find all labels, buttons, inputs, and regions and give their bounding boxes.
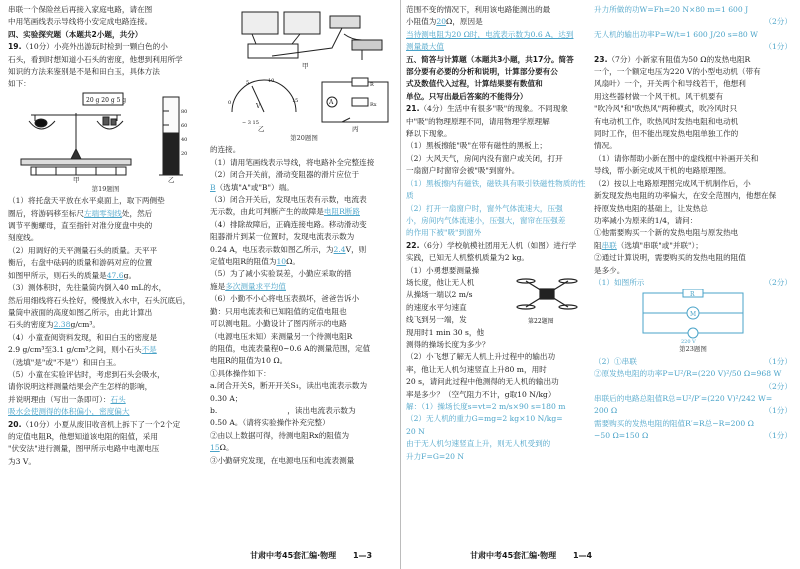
answer-blank: 2.38 [53, 320, 71, 330]
fig-label: R [690, 291, 695, 299]
fig-label-a: 甲 [72, 175, 79, 183]
answer-blank: 47.6 [106, 270, 124, 280]
solution-line: 小，房间内气体流速小，压强大，窗帘在压强差 [406, 215, 566, 225]
solution-line: （2）打开一扇窗户时，窗外气体流速大，压强 [406, 203, 563, 213]
solution-line: 20 N [406, 426, 425, 436]
fig-label: 220 V [681, 339, 696, 344]
solution-line: 解：（1）操场长度s=vt=2 m/s×90 s=180 m [406, 402, 566, 411]
question-19: 19.（10分）小亮外出游玩时检到一颗白色的小 [8, 42, 168, 52]
svg-text:Rx: Rx [369, 102, 377, 108]
figure-20 [212, 4, 397, 132]
answer-blank: 吸水会使测得的体积偏小，密度偏大 [8, 407, 130, 417]
page-footer: 甘肃中考45套汇编·物理 1—4 [470, 551, 593, 560]
answer-blank: 串联 [601, 240, 617, 250]
solution-line: 升力所做的功W=Fh=20 N×80 m=1 600 J [594, 5, 749, 14]
svg-text:80: 80 [180, 108, 187, 115]
figure-caption: 第23题图 [679, 345, 707, 354]
fig-label: M [690, 311, 697, 319]
answer-blank: 测量最大值 [406, 42, 444, 52]
answer-blank: 10 [276, 257, 287, 267]
svg-text:20: 20 [180, 150, 187, 157]
answer-blank: 电阻R断路 [323, 207, 360, 217]
answer-blank: 石头 [110, 394, 126, 404]
circuit-diagram [322, 78, 388, 122]
answer-blank: 15 [210, 443, 220, 453]
svg-text:20 g 20 g 5 g: 20 g 20 g 5 g [85, 96, 126, 104]
voltmeter-dial [228, 78, 298, 126]
intro-line: 中用笔画线表示导线将小安定成电路连接。 [8, 17, 153, 27]
page-divider [400, 0, 401, 569]
column-3: 范围不变的情况下，利用该电路能测出的最 小阻值为20Ω，原因是 当待测电阻为20 Ω时，电流表示数为0.6 A，达到 测量最大值 五、简答与计算题（本题共3小题，共17分。简答 部分要有必要的分析和说明，计算部分要有公 式及数值代入过程，计算结果要有数值和 单位。只写出最后答案的不能得分） 21.（4分）生活中有很多"吸"的现象。不同现象 中"吸"的物理原理不同，请用物理学原理解 释以下现象。 （1）黑板擦能"吸"在带有磁性的黑板上； （2）大风天气，房间内没有窗户或关闭，打开 一扇窗户时窗帘会被"吸"到窗外。 （1）黑板擦内有磁铁，磁铁具有吸引铁磁性物质的性质 （2）打开一扇窗户时，窗外气体流速大，压强 小，房间内气体流速小，压强大，窗帘在压强差 的作用下被"吸"到窗外 22.（6分）学校航模社团用无人机（如图）进行学 实践，已知无人机整机质量为2 kg。 （1）小勇想要测量操 场长度，他让无人机 从操场一端以2 m/s 的速度水平匀速直 线飞到另一端，发 现用时1 min 30 s，他 第22题图 测得的操场长度为多少？ （2）小飞想了解无人机上升过程中的输出功 率，他让无人机匀速竖直上升80 m，用时 20 s，请问此过程中他测得的无人机的输出功 率是多少？（空气阻力不计，g取10 N/kg） 解：（1）操场长度s=vt=2 m/s×90 s=180 m （2）无人机的重力G=mg=2 kg×10 N/kg= 20 N 由于无人机匀速竖直上升，则无人机受到的 升力F=G=20 N [406, 4, 588, 463]
section-heading: 四、实验探究题（本题共2小题，共分） [8, 29, 143, 39]
answer-blank: B [210, 182, 216, 192]
solution-line: （2）无人机的重力G=mg=2 kg×10 N/kg= [406, 414, 563, 424]
balance-scale [21, 93, 131, 175]
svg-text:10: 10 [267, 78, 274, 84]
question-20: 20.（10分）小夏从废旧收音机上拆下了一个2个定 [8, 419, 181, 429]
svg-text:40: 40 [180, 136, 187, 143]
solution-line: 由于无人机匀速竖直上升，则无人机受到的 [406, 439, 551, 449]
q22-block: （1）小勇想要测量操 场长度，他让无人机 从操场一端以2 m/s 的速度水平匀速直 线飞到另一端，发 现用时1 min 30 s，他 第22题图 [406, 265, 588, 339]
column-2: 甲 5 10 0 15 V − 3 15 A R Rx 乙 丙 第20题图 的连接。 （1）请用笔画线表示导线，将电路补全完整连接 （2）闭合开关前，滑动变阻器的滑片应位于 B（选填"A"或"B"）端。 （3）闭合开关后，发现电压表有示数，电流表 无示数，由此可判断产生的故障是电阻R断路 （4）排除故障后，正确连接电路。移动滑动变 阻器滑片到某一位置时，发现电流表示数为 0.24 A，电压表示数如图乙所示，为2.4V，则 定值电阻R的阻值为10Ω。 （5）为了减小实验误差，小勤应采取的措 施是多次测量求平均值 （6）小勤不小心将电压表损坏，爸爸告诉小 勤：只用电流表和已知阻值的定值电阻也 可以测电阻。小勤设计了图丙所示的电路 （电源电压未知）来测量另一个待测电阻R 的阻值，电流表量程0~0.6 A的测量范围，定值 电阻R的阻值为10 Ω。 ①具体操作如下： a.闭合开关S，断开开关S₁，读出电流表示数为 0.30 A； b. ，读出电流表示数为 0.50 A。（请将实验操作补充完整） ②由以上数据可得，待测电阻Rx的阻值为 15Ω。 ③小勤研究发现，在电源电压和电流表测量 [210, 4, 398, 467]
graduated-cylinder [159, 97, 187, 175]
solution-line: 升力F=G=20 N [406, 451, 464, 461]
page-footer: 甘肃中考45套汇编·物理 1—3 [250, 551, 373, 560]
drone-figure [510, 267, 584, 327]
column-4: 升力所做的功W=Fh=20 N×80 m=1 600 J （2分） 无人机的输出功率P=W/t=1 600 J/20 s=80 W （1分） 23.（7分）小新家有阻值为50 Ω的发热电阻R 一个，一个额定电压为220 V的小型电动机（带有 风扇叶）一个，开关两个和导线若干，他想利 用这些器材做一个风干机。风干机要有 "吹冷风"和"吹热风"两种模式，吹冷风时只 有电动机工作，吹热风时发热电阻和电动机 同时工作，但不能出现发热电阻单独工作的 情况。 （1）请你帮助小新在图中的虚线框中补画开关和 导线，帮小新完成风干机的电路原理图。 （2）按以上电路原理图完成风干机制作后，小 新发现发热电阻的功率偏大，在安全范围内，他想在保 持原发热电阻的基础上，让发热总 功率减小为原来的1/4，请问： ①他需要购买一个新的发热电阻与原发热电 阻串联（选填"串联"或"并联"）； ②通过计算说明，需要购买的发热电阻的阻值 是多少。 （1）如图所示 （2分） R M 220 V 第23题图 （2）①串联 （1分） ②原发热电阻的功率P=U²/R=(220 V)²/50 Ω=968 W （2分） 串联后的电路总阻值R总=U²/P′=(220 V)²/242 W= 200 Ω （1分） 需要购买的发热电阻的阻值R′=R总−R=200 Ω −50 Ω=150 Ω （1分） [594, 5, 792, 441]
answer-blank: 不是 [141, 345, 157, 355]
figure-caption: 第22题图 [528, 317, 554, 325]
answer-blank: 当待测电阻为20 Ω时，电流表示数为0.6 A，达到 [406, 29, 574, 39]
answer-blank: 左端零刻线 [83, 208, 122, 218]
svg-text:60: 60 [180, 122, 187, 129]
figure-23 [633, 289, 753, 343]
svg-text:15: 15 [291, 98, 298, 104]
svg-text:A: A [328, 99, 333, 106]
svg-text:0: 0 [227, 100, 231, 106]
figure-caption: 第20题图 [290, 134, 318, 142]
answer-blank: 多次测量求平均值 [225, 281, 286, 291]
svg-text:R: R [369, 82, 374, 88]
question-22: 22.（6分）学校航模社团用无人机（如图）进行学 [406, 240, 577, 250]
svg-text:− 3 15: − 3 15 [241, 120, 259, 126]
question-21: 21.（4分）生活中有很多"吸"的现象。不同现象 [406, 104, 568, 114]
intro-line: 串联一个保险丝后再接入家庭电路，请在图 [8, 5, 153, 14]
fig-label: 乙 [257, 125, 264, 132]
solution-line: （1）黑板擦内有磁铁，磁铁具有吸引铁磁性物质的性质 [406, 178, 586, 201]
fig-label-b: 乙 [167, 175, 174, 183]
answer-blank: 20 [436, 17, 447, 27]
figure-caption: 第19题图 [91, 184, 120, 193]
answer-blank: 2.4 [333, 244, 346, 254]
svg-text:V: V [255, 103, 260, 110]
solution-line: 的作用下被"吸"到窗外 [406, 228, 482, 238]
svg-text:5: 5 [245, 80, 249, 86]
question-23: 23.（7分）小新家有阻值为50 Ω的发热电阻R [594, 54, 751, 64]
solution-line: 无人机的输出功率P=W/t=1 600 J/20 s=80 W [594, 29, 758, 39]
column-1: 串联一个保险丝后再接入家庭电路，请在图 中用笔画线表示导线将小安定成电路连接。 四、实验探究题（本题共2小题，共分） 19.（10分）小亮外出游玩时检到一颗白色的小 石头，看到时想知道小石头的密度，他想到利用所学 知识的方法来鉴别是不是和田白玉，具体方法 如下： 20 g 20 g 5 g 80 60 40 20 甲 乙 第19题图 （1）将托盘天平放在水平桌面上，取下两侧垫 圈后，将游码移至标尺左端零刻线处，然后 调节平衡螺母，直至指针对准分度盘中央的 刻度线。 （2）用调好的天平测量石头的质量。天平平 衡后，右盘中砝码的质量和游码对应的位置 如图甲所示，则石头的质量是47.6g。 （3）测体积时，先往量筒内倒入40 mL的水， 然后用细线将石头拴好，慢慢放入水中，石头沉底后， 量筒中液面的高度如图乙所示，由此计算出 石头的密度为2.38g/cm³。 （4）小童查阅资料发现，和田白玉的密度是 2.9 g/cm³至3.1 g/cm³之间，则小石头不是 （选填"是"或"不是"）和田白玉。 （5）小童在实验评估时，考虑到石头会吸水， 请你说明这样测量结果会产生怎样的影响， 并说明理由（写出一条即可）：石头 吸水会使测得的体积偏小，密度偏大 20.（10分）小夏从废旧收音机上拆下了一个2个定 的定值电阻R，他想知道该电阻的阻值，采用 "伏安法"进行测量，图甲所示电路中电源电压 为3 V。 [8, 4, 203, 468]
figure-19 [11, 91, 201, 183]
fig-label: 丙 [351, 125, 358, 132]
fig-label: 甲 [301, 62, 308, 70]
